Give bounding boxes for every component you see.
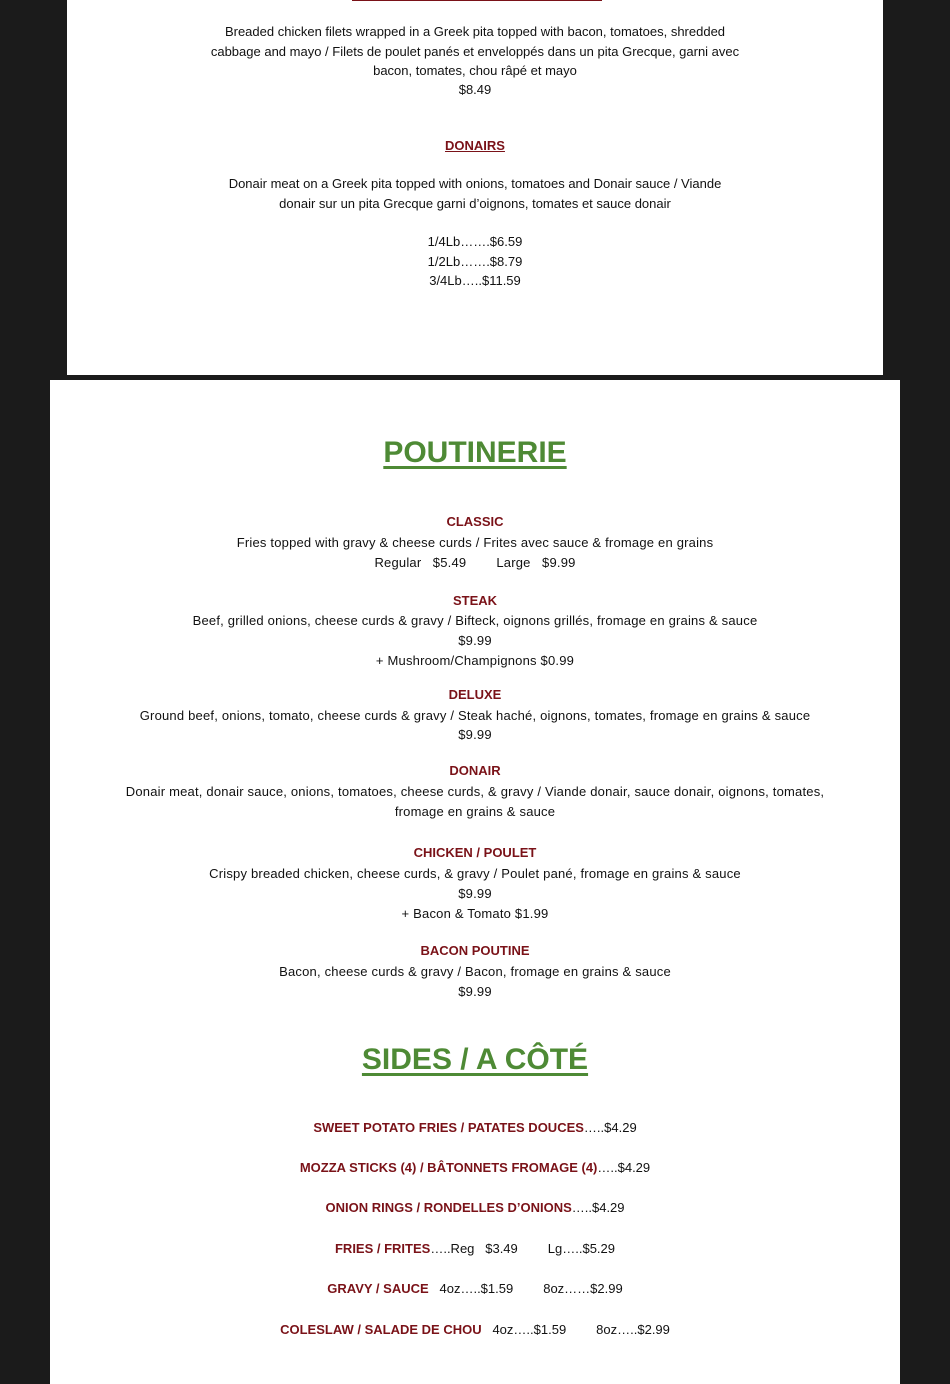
donair-poutine-desc-line-2: fromage en grains & sauce (394, 804, 556, 819)
bacon-poutine-name: BACON POUTINE (420, 943, 530, 958)
chicken-pita-desc-line-3: bacon, tomates, chou râpé et mayo (373, 63, 577, 78)
classic-regular-price: Regular $5.49 (374, 555, 467, 570)
donairs-desc-line-1: Donair meat on a Greek pita topped with onions, tomatoes and Donair sauce / Viande (228, 176, 722, 191)
donair-size-quarter: 1/4Lb…….$6.59 (427, 234, 523, 249)
side-fries-reg: …..Reg $3.49 (430, 1241, 518, 1256)
classic-name: CLASSIC (446, 514, 504, 529)
steak-price: $9.99 (458, 633, 492, 648)
donair-poutine-name: DONAIR (449, 763, 501, 778)
poutinerie-title: POUTINERIE (383, 436, 567, 469)
steak-name: STEAK (452, 593, 498, 608)
bacon-poutine-price: $9.99 (458, 984, 492, 999)
side-coleslaw-large: 8oz…..$2.99 (596, 1322, 670, 1337)
steak-desc: Beef, grilled onions, cheese curds & gravy / Bifteck, oignons grillés, fromage en grains & sauce (192, 613, 758, 628)
side-sweet-potato-price: …..$4.29 (583, 1120, 637, 1135)
side-coleslaw-name: COLESLAW / SALADE DE CHOU (280, 1322, 482, 1337)
side-gravy (50, 1281, 900, 1296)
chicken-poutine-name: CHICKEN / POULET (413, 845, 537, 860)
chicken-poutine-desc: Crispy breaded chicken, cheese curds, & gravy / Poulet pané, fromage en grains & sauce (209, 866, 741, 881)
side-sweet-potato (50, 1120, 900, 1135)
deluxe-desc: Ground beef, onions, tomato, cheese curds & gravy / Steak haché, oignons, tomates, fromage en grains & sauce (139, 708, 811, 723)
side-gravy-name: GRAVY / SAUCE (327, 1281, 429, 1296)
side-coleslaw-small: 4oz…..$1.59 (492, 1322, 567, 1337)
side-fries-lg: Lg…..$5.29 (547, 1241, 615, 1256)
side-gravy-large: 8oz……$2.99 (543, 1281, 623, 1296)
donairs-heading: DONAIRS (445, 138, 505, 153)
side-mozza-price: …..$4.29 (597, 1160, 651, 1175)
side-sweet-potato-name: SWEET POTATO FRIES / PATATES DOUCES (313, 1120, 584, 1135)
classic-large-price: Large $9.99 (496, 555, 576, 570)
side-mozza (50, 1160, 900, 1175)
side-fries (50, 1241, 900, 1256)
chicken-pita-desc-line-2: cabbage and mayo / Filets de poulet panés et enveloppés dans un pita Grecque, garni avec (210, 44, 740, 59)
steak-addon: + Mushroom/Champignons $0.99 (375, 653, 575, 668)
donairs-desc-line-2: donair sur un pita Grecque garni d’oignons, tomates et sauce donair (279, 196, 671, 211)
side-gravy-small: 4oz…..$1.59 (439, 1281, 514, 1296)
sides-title: SIDES / A CÔTÉ (361, 1043, 589, 1076)
bacon-poutine-desc: Bacon, cheese curds & gravy / Bacon, fromage en grains & sauce (279, 964, 671, 979)
classic-desc: Fries topped with gravy & cheese curds / Frites avec sauce & fromage en grains (236, 535, 714, 550)
chicken-pita-price: $8.49 (458, 82, 492, 97)
heading-underline-fragment (352, 0, 602, 1)
donair-poutine-desc-line-1: Donair meat, donair sauce, onions, tomatoes, cheese curds, & gravy / Viande donair, sauce donair, oignons, tomates, (125, 784, 825, 799)
classic-prices (50, 553, 900, 573)
side-fries-name: FRIES / FRITES (334, 1241, 431, 1256)
deluxe-name: DELUXE (448, 687, 502, 702)
donair-size-half: 1/2Lb…….$8.79 (427, 254, 523, 269)
donair-size-three-quarter: 3/4Lb…..$11.59 (429, 273, 521, 288)
menu-page-2 (50, 380, 900, 1384)
chicken-pita-desc-line-1: Breaded chicken filets wrapped in a Greek pita topped with bacon, tomatoes, shredded (224, 24, 726, 39)
chicken-poutine-addon: + Bacon & Tomato $1.99 (401, 906, 549, 921)
side-onion (50, 1200, 900, 1215)
side-onion-name: ONION RINGS / RONDELLES D’ONIONS (325, 1200, 572, 1215)
menu-page-1 (67, 0, 883, 375)
deluxe-price: $9.99 (458, 727, 492, 742)
side-mozza-name: MOZZA STICKS (4) / BÂTONNETS FROMAGE (4) (299, 1160, 598, 1175)
side-onion-price: …..$4.29 (571, 1200, 625, 1215)
side-coleslaw (50, 1322, 900, 1337)
chicken-poutine-price: $9.99 (458, 886, 492, 901)
